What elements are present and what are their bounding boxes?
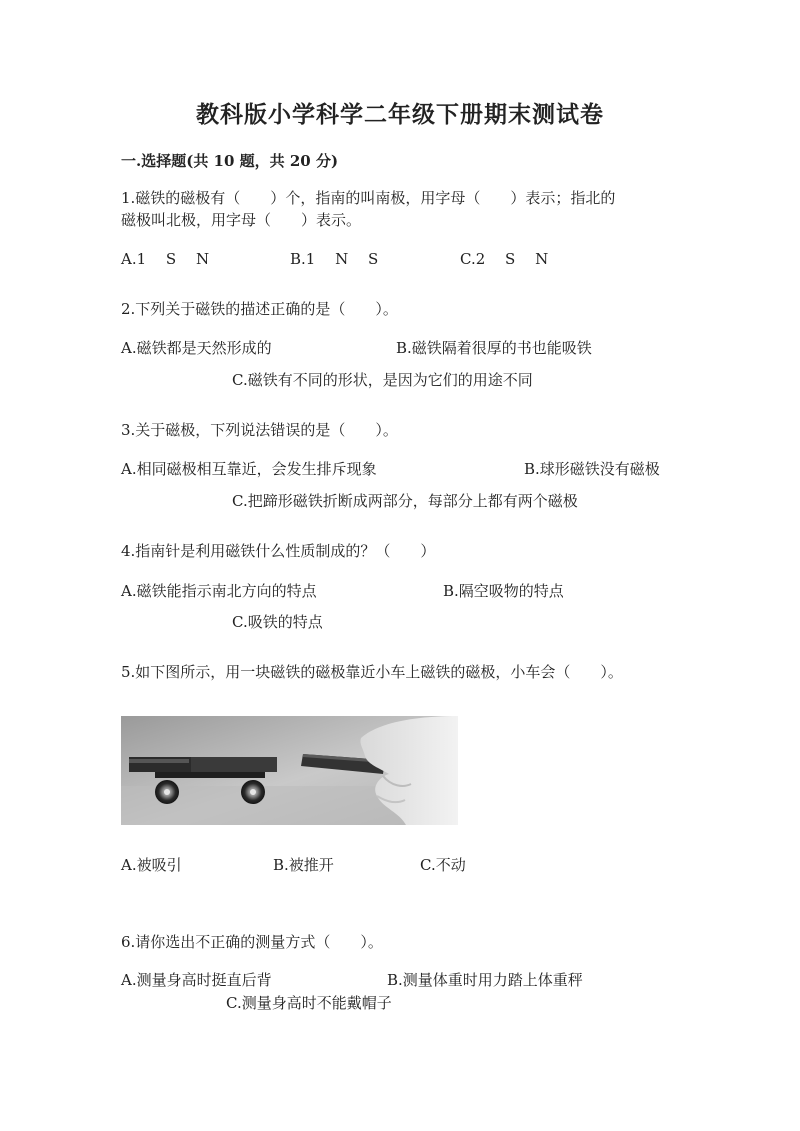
question-2-option-c[interactable]: C.磁铁有不同的形状，是因为它们的用途不同	[232, 371, 533, 389]
question-5-option-a[interactable]: A.被吸引	[121, 856, 182, 874]
question-1-line-1: 1.磁铁的磁极有（ ）个，指南的叫南极，用字母（ ）表示；指北的	[121, 189, 616, 207]
question-1-option-b[interactable]: B.1 N S	[290, 250, 379, 268]
question-4-option-a[interactable]: A.磁铁能指示南北方向的特点	[121, 582, 317, 600]
question-6-option-b[interactable]: B.测量体重时用力踏上体重秤	[387, 971, 583, 989]
question-6-text: 6.请你选出不正确的测量方式（ ）。	[121, 933, 383, 951]
question-4-text: 4.指南针是利用磁铁什么性质制成的？（ ）	[121, 542, 436, 560]
question-3-option-c[interactable]: C.把蹄形磁铁折断成两部分，每部分上都有两个磁极	[232, 492, 578, 510]
question-5-text: 5.如下图所示，用一块磁铁的磁极靠近小车上磁铁的磁极，小车会（ ）。	[121, 663, 623, 681]
question-4-option-b[interactable]: B.隔空吸物的特点	[443, 582, 564, 600]
question-2-option-a[interactable]: A.磁铁都是天然形成的	[121, 339, 272, 357]
question-6-option-c[interactable]: C.测量身高时不能戴帽子	[226, 994, 392, 1012]
question-4-option-c[interactable]: C.吸铁的特点	[232, 613, 323, 631]
question-3-option-a[interactable]: A.相同磁极相互靠近，会发生排斥现象	[121, 460, 377, 478]
section-heading: 一.选择题(共 10 题，共 20 分)	[121, 152, 339, 170]
question-2-option-b[interactable]: B.磁铁隔着很厚的书也能吸铁	[396, 339, 592, 357]
question-3-text: 3.关于磁极，下列说法错误的是（ ）。	[121, 421, 398, 439]
question-3-option-b[interactable]: B.球形磁铁没有磁极	[524, 460, 660, 478]
question-6-option-a[interactable]: A.测量身高时挺直后背	[121, 971, 272, 989]
question-5-option-c[interactable]: C.不动	[420, 856, 466, 874]
question-1-option-a[interactable]: A.1 S N	[121, 250, 210, 268]
question-5-option-b[interactable]: B.被推开	[273, 856, 334, 874]
page-title: 教科版小学科学二年级下册期末测试卷	[196, 101, 604, 128]
question-1-option-c[interactable]: C.2 S N	[460, 250, 549, 268]
question-1-line-2: 磁极叫北极，用字母（ ）表示。	[121, 211, 362, 229]
magnet-car-photo	[121, 716, 458, 825]
question-2-text: 2.下列关于磁铁的描述正确的是（ ）。	[121, 300, 398, 318]
